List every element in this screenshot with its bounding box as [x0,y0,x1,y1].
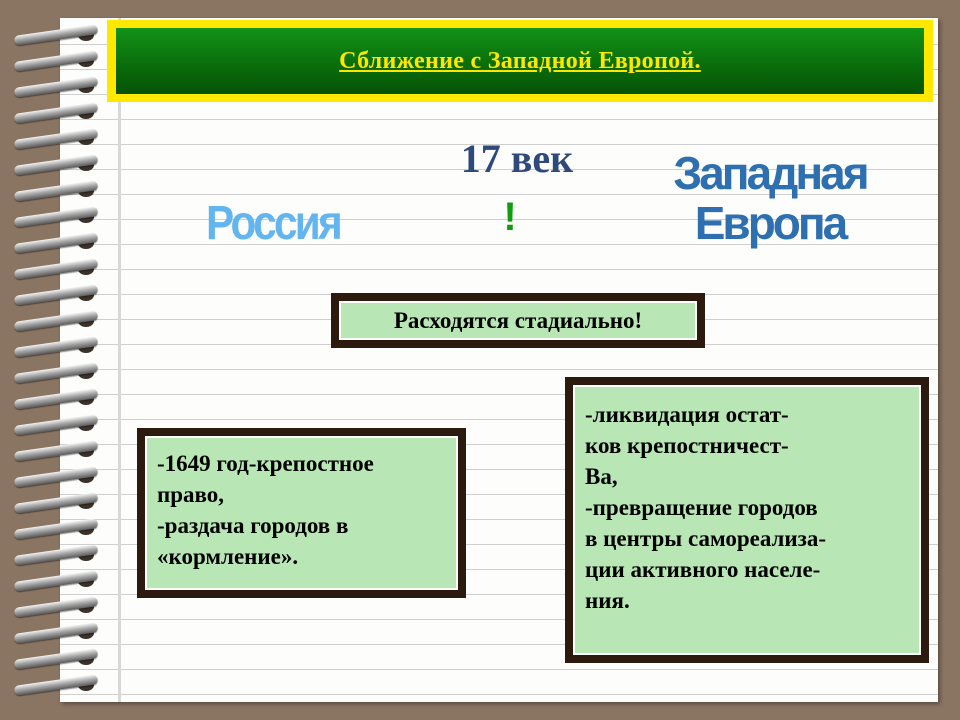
europe-point-line: -ликвидация остат- [585,402,789,427]
russia-point-line: -раздача городов в [157,513,349,538]
europe-point-line: ции активного населе- [585,557,821,582]
europe-points-box [565,377,929,663]
europe-label [640,148,900,248]
russia-points-box [137,428,466,598]
spiral-ring [14,674,99,696]
spiral-ring [14,518,99,540]
title-box [116,28,924,94]
spiral-ring [14,180,99,202]
spiral-ring [14,284,99,306]
spiral-ring [14,570,99,592]
spiral-ring [14,622,99,644]
spiral-ring [14,362,99,384]
spiral-ring [14,128,99,150]
spiral-ring [14,76,99,98]
russia-point-line: право, [157,482,225,507]
spiral-ring [14,596,99,618]
page-title: Сближение с Западной Европой. [339,47,701,74]
spiral-ring [14,388,99,410]
spiral-ring [14,24,99,46]
exclamation-mark: ! [503,195,517,239]
spiral-ring [14,102,99,124]
century-label: 17 век [460,136,574,181]
europe-label-line: Европа [694,197,846,249]
spiral-ring [14,336,99,358]
spiral-ring [14,466,99,488]
spiral-ring [14,414,99,436]
spiral-ring [14,50,99,72]
russia-label: Россия [206,197,341,250]
europe-point-line: ния. [585,588,630,613]
spiral-binding [0,0,120,720]
spiral-ring [14,492,99,514]
europe-label-line: Западная [673,147,867,199]
diverge-box [331,293,705,348]
europe-point-line: Ва, [585,464,618,489]
europe-point-line: в центры самореализа- [585,526,827,551]
spiral-ring [14,154,99,176]
spiral-ring [14,440,99,462]
spiral-ring [14,258,99,280]
spiral-ring [14,232,99,254]
europe-point-line: -превращение городов [585,495,818,520]
spiral-ring [14,310,99,332]
spiral-ring [14,206,99,228]
spiral-ring [14,544,99,566]
diverge-text: Расходятся стадиально! [393,307,643,333]
russia-point-line: «кормление». [157,544,299,569]
europe-point-line: ков крепостничест- [585,433,789,458]
russia-point-line: -1649 год-крепостное [157,451,374,476]
spiral-ring [14,648,99,670]
